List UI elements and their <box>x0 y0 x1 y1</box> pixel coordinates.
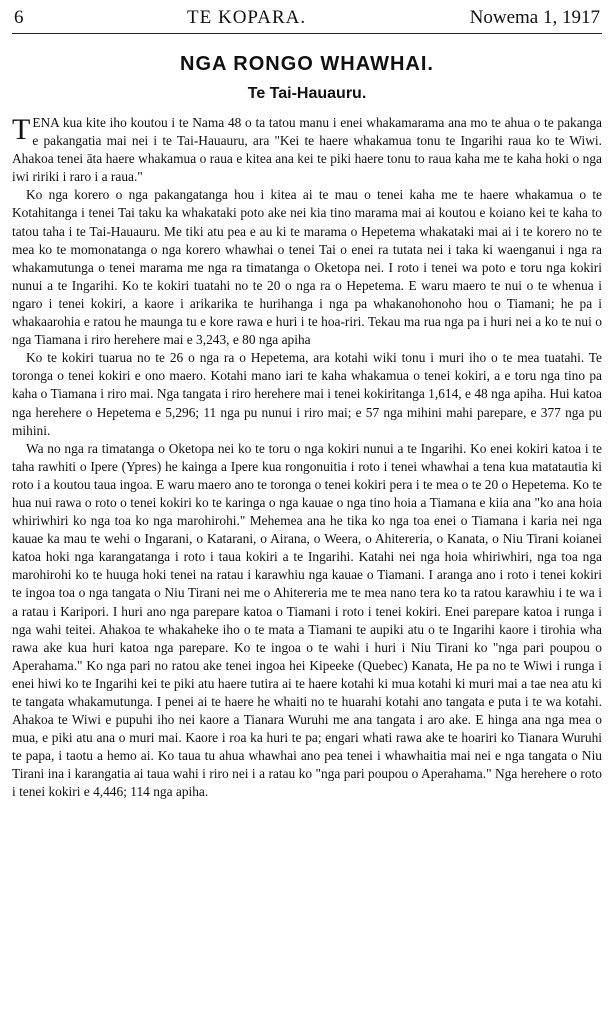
running-head <box>12 6 602 30</box>
paragraph: Ko te kokiri tuarua no te 26 o nga ra o Hepetema, ara kotahi wiki tonu i muri iho o te mea tuatahi. Te toronga o tenei kokiri e ono maero. Kotahi mano iari te kaha whakamua o tenei kokiri, a e toru nga tino pa kaha o Tiamana i riro mai. Nga tangata i riro herehere mai i tenei kokiritanga 1,614, e 48 nga apiha. Hui katoa nga herehere o Hepetema e 5,296; 11 nga pu nunui i riro mai; e 57 nga mihini mahi parepare, e 377 nga pu mihini. <box>12 350 602 438</box>
paragraph: Ko nga korero o nga pakangatanga hou i kitea ai te mau o tenei kaha me te haere whakamua o te Kotahitanga i tenei Tai taku ka whakataki poto ake nei kia tino marama mai ai koutou e koiano kei te kaha to tatou taha i te Tai-Hauauru. Me tiki atu pea e au ki te marama o Hepetema whakataki mai ai i te korero no te mea ko te momonatanga o nga korero whawhai o tenei Tai o enei ra tutata nei i taka ki waenganui i nga ra whakamutunga o tenei marama me nga ra timatanga o Oketopa nei. I roto i tenei wa poto e toru nga kokiri nunui a te Ingarihi. Ko te kokiri tuatahi no te 20 o nga ra o Hepetema. E waru maero te nui o te whenua i ngaro i tenei kokiri, a kaore i arikarika te hurihanga i nga pa whakanohonoho hou o Tiamani; he pa i whakaarohia e ratou he maunga tu e kore rawa e huri i te hoa-riri. Tekau ma rua nga pa i huri nei a ko te nui o nga Tiamana i riro herehere mai e 3,243, e 80 nga apiha <box>12 187 602 348</box>
issue-date: Nowema 1, 1917 <box>469 7 600 28</box>
paragraph: Wa no nga ra timatanga o Oketopa nei ko te toru o nga kokiri nunui a te Ingarihi. Ko enei kokiri katoa i te taha rawhiti o Ipere (Ypres) he kainga a Ipere kua rongonuitia i roto i tenei whawhai a tena kua matatautia ki roto i a koutou taua ingoa. E waru maero ano te toronga o tenei kokiri pera i te mea o te 20 o Hepetema. Ko te hua nui rawa o roto o tenei kokiri ko te karinga o nga kauae o nga tino hoia a Tiamana e kiia ana "ko ana hoia whiriwhiri ko nga toa ko nga marohirohi." Mehemea ana he tika ko nga toa enei o Tiamana i karia nei nga kauae ka mau te wehi o Ingarani, o Katarani, o Airana, o Weera, o Ahitereria, o Kanata, o Niu Tirani koianei katoa hoki nga karangatanga i roto i taua kokiri a te Ingarihi. Katahi nei nga hoia whiriwhiri, nga toa nga marohirohi ko te huuga hoki tenei na ratau i karawhiu nga kauae o Tiamani. I aranga ano i roto i tenei kokiri te ingoa toa o nga tangata o Niu Tirani nei me o Ahitereria me te mea nano tera ko ta ratou karawhiu i te wa i a ratau i Karipori. I huri ano nga parepare katoa o Tiamani i roto i tenei kokiri. Enei parepare katoa i runga i nga wahi teitei. Ahakoa te whakaheke iho o te mata a Tiamani te aupiki atu o te Ingarihi kaore i tirohia wha rawa ake kua huri katoa nga parepare. Ko te ingoa o te wahi i huri i Niu Tirani ko "nga pari poupou o Aperahama." Ko nga pari no ratou ake tenei ingoa hei Kipeeke (Quebec) Kanata, He pa no te Wiwi i runga i enei hiwi ko te Ingarihi kei te piki atu haere tutira ai te haere kotahi ki mua kotahi ki muri mai a tae nea atu ki te tangata whakamutunga. I penei ai te haere he whaiti no te huarahi kotahi ano tangata e puta i te wa kotahi. Ahakoa te Wiwi e pupuhi iho nei kaore a Tianara Wuruhi me ana tangata i aro ake. E hinga ana nga mea o mua, e piki atu ana o muri mai. Kaore i roa ka huri te pa; engari whati rawa ake te hoariri ko Tianara Wuruhi te papa, i taotu a hemo ai. Ko taua tu ahua whawhai ano pea tenei i whawhaitia mai nei e nga tangata o Niu Tirani ina i karangatia ai taua wahi i riro nei i a ratau ko "nga pari poupou o Aperahama." Nga herehere o roto i tenei kokiri e 4,446; 114 nga apiha. <box>12 440 602 800</box>
article-body <box>12 114 602 802</box>
article-headline: NGA RONGO WHAWHAI. <box>180 53 434 75</box>
article-subheadline: Te Tai-Hauauru. <box>247 85 367 102</box>
page-number: 6 <box>14 7 24 28</box>
publication-title: TE KOPARA. <box>187 7 307 28</box>
paragraph: TENA kua kite iho koutou i te Nama 48 o ta tatou manu i enei whakamarama ana mo te ahua o te pakanga e pakangatia mai nei i te Tai-Hauauru, ara "Kei te haere whakamua tonu te Ingarihi raua ko te Wiwi. Ahakoa tenei āta haere whakamua o raua e kitea ana kei te piki haere tonu to raua kaha me te kaha hoki o nga iwi ririki i raro i a raua." <box>12 113 602 185</box>
header-rule <box>12 33 602 34</box>
